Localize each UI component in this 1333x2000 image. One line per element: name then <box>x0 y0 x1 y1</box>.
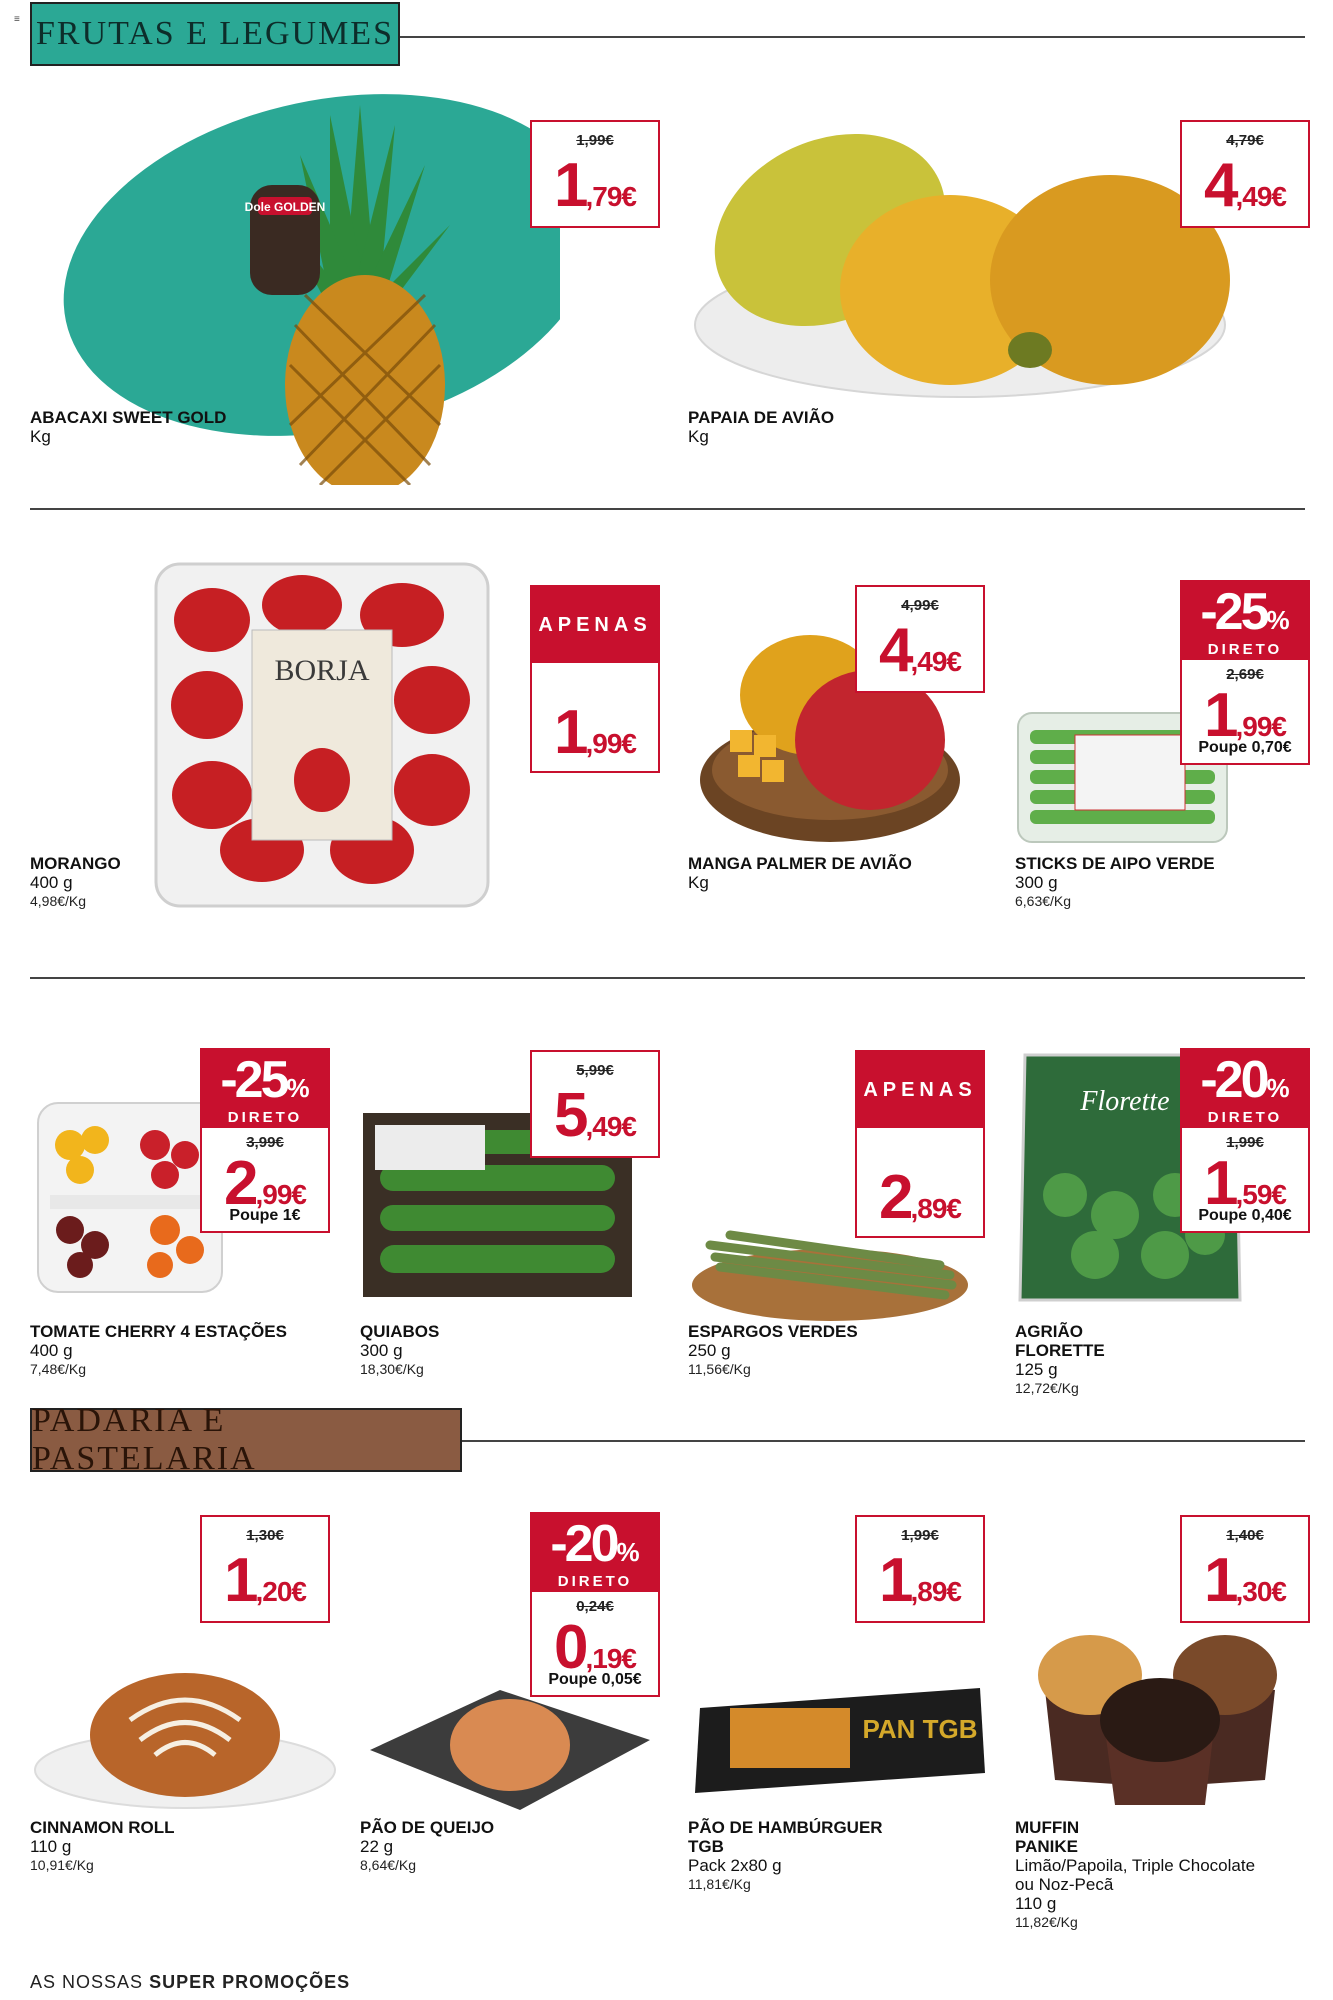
product-morango <box>30 854 121 910</box>
price-box-abacaxi <box>530 120 660 228</box>
price-box-manga <box>855 585 985 693</box>
discount-percent: -20% <box>1200 1051 1290 1109</box>
new-price: 1,20€ <box>224 1546 306 1615</box>
section-title-bakery: PADARIA E PASTELARIA <box>30 1408 462 1472</box>
papaya-image <box>690 120 1230 400</box>
product-name: PÃO DE QUEIJO <box>360 1818 495 1837</box>
discount-percent: -25% <box>220 1051 310 1109</box>
product-name: QUIABOS <box>360 1322 440 1341</box>
old-price: 4,79€ <box>1226 132 1264 149</box>
product-unit: Kg <box>688 427 709 446</box>
product-cinnamon <box>30 1818 174 1874</box>
new-price: 1,99€ <box>554 698 636 767</box>
product-unit: 400 g <box>30 873 73 892</box>
price-per-kg: 10,91€/Kg <box>30 1857 94 1873</box>
price-per-kg: 11,81€/Kg <box>688 1876 751 1892</box>
florette-logo-text: Florette <box>1080 1086 1170 1117</box>
direto-label: DIRETO <box>1207 1109 1283 1126</box>
product-name-line2: FLORETTE <box>1015 1341 1105 1360</box>
product-name-line1: PÃO DE HAMBÚRGUER <box>688 1818 883 1837</box>
price-per-kg: 12,72€/Kg <box>1015 1380 1079 1396</box>
product-description-line1: Limão/Papoila, Triple Chocolate <box>1015 1856 1256 1875</box>
savings-text: Poupe 1€ <box>229 1207 301 1224</box>
price-per-kg: 7,48€/Kg <box>30 1361 87 1377</box>
old-price: 1,99€ <box>576 132 614 149</box>
product-name: ESPARGOS VERDES <box>688 1322 858 1341</box>
product-unit: 125 g <box>1015 1360 1058 1379</box>
old-price: 1,99€ <box>901 1527 939 1544</box>
dole-logo-text: Dole GOLDEN <box>244 200 326 214</box>
new-price: 1,89€ <box>879 1546 961 1615</box>
product-name: MANGA PALMER DE AVIÃO <box>688 854 912 873</box>
muffin-image <box>1030 1620 1285 1810</box>
direto-label: DIRETO <box>1207 641 1283 658</box>
cheese-bread-image <box>360 1680 655 1815</box>
product-unit: 400 g <box>30 1341 73 1360</box>
price-per-kg: 11,56€/Kg <box>688 1361 751 1377</box>
old-price: 4,99€ <box>901 597 939 614</box>
burger-bun-image <box>690 1678 990 1798</box>
product-name-line1: MUFFIN <box>1015 1818 1080 1837</box>
discount-percent: -25% <box>1200 583 1290 641</box>
new-price: 1,30€ <box>1204 1546 1286 1615</box>
product-agriao <box>1015 1322 1105 1397</box>
product-name: STICKS DE AIPO VERDE <box>1015 854 1215 873</box>
product-aipo <box>1015 854 1215 910</box>
footer-bold: SUPER PROMOÇÕES <box>149 1972 351 1992</box>
product-unit: Kg <box>688 873 709 892</box>
product-name: ABACAXI SWEET GOLD <box>30 408 227 427</box>
product-name: MORANGO <box>30 854 121 873</box>
savings-text: Poupe 0,05€ <box>548 1671 642 1688</box>
product-name: TOMATE CHERRY 4 ESTAÇÕES <box>30 1322 287 1341</box>
product-espargos <box>688 1322 858 1378</box>
old-price: 0,24€ <box>576 1598 614 1615</box>
product-pao-hamburguer <box>688 1818 883 1893</box>
divider <box>30 508 1305 510</box>
new-price: 5,49€ <box>554 1081 636 1150</box>
discount-percent: -20% <box>550 1515 640 1573</box>
product-name-line2: TGB <box>688 1837 724 1856</box>
price-box-papaia <box>1180 120 1310 228</box>
new-price: 1,99€ <box>1204 681 1286 750</box>
tgb-logo-text: PAN TGB <box>862 1714 978 1744</box>
price-per-kg: 4,98€/Kg <box>30 893 87 909</box>
price-box-cinnamon <box>200 1515 330 1623</box>
product-unit: 110 g <box>1015 1894 1057 1913</box>
price-box-quiabos <box>530 1050 660 1158</box>
product-name-line1: AGRIÃO <box>1015 1322 1083 1341</box>
old-price: 1,30€ <box>246 1527 284 1544</box>
new-price: 4,49€ <box>1204 151 1286 220</box>
price-box-muffin <box>1180 1515 1310 1623</box>
old-price: 5,99€ <box>576 1062 614 1079</box>
old-price: 2,69€ <box>1226 666 1264 683</box>
price-per-kg: 18,30€/Kg <box>360 1361 424 1377</box>
old-price: 3,99€ <box>246 1134 284 1151</box>
apenas-label: APENAS <box>857 1052 983 1128</box>
product-name-line2: PANIKE <box>1015 1837 1078 1856</box>
price-per-kg: 8,64€/Kg <box>360 1857 417 1873</box>
old-price: 1,40€ <box>1226 1527 1264 1544</box>
divider <box>400 36 1305 38</box>
price-box-aipo <box>1180 580 1310 765</box>
apenas-label: APENAS <box>532 587 658 663</box>
product-description-line2: ou Noz-Pecã <box>1015 1875 1114 1894</box>
divider <box>462 1440 1305 1442</box>
product-unit: 300 g <box>360 1341 403 1360</box>
new-price: 4,49€ <box>879 616 961 685</box>
product-unit: 250 g <box>688 1341 731 1360</box>
old-price: 1,99€ <box>1226 1134 1264 1151</box>
product-muffin <box>1015 1818 1255 1931</box>
cinnamon-roll-image <box>30 1660 340 1810</box>
savings-text: Poupe 0,70€ <box>1198 739 1292 756</box>
footer-promo-text <box>30 1972 350 1993</box>
direto-label: DIRETO <box>557 1573 633 1590</box>
menu-icon: ≡ <box>14 14 20 25</box>
product-unit: 300 g <box>1015 873 1058 892</box>
strawberry-image <box>152 560 492 910</box>
savings-text: Poupe 0,40€ <box>1198 1207 1292 1224</box>
price-per-kg: 6,63€/Kg <box>1015 893 1072 909</box>
product-unit: Pack 2x80 g <box>688 1856 782 1875</box>
footer-prefix: AS NOSSAS <box>30 1972 144 1992</box>
cherry-tomato-image <box>35 1100 225 1295</box>
direto-label: DIRETO <box>227 1109 303 1126</box>
price-box-tomate <box>200 1048 330 1233</box>
new-price: 2,89€ <box>879 1163 961 1232</box>
product-name: CINNAMON ROLL <box>30 1818 175 1837</box>
price-box-espargos <box>855 1050 985 1238</box>
product-papaia <box>688 408 834 446</box>
new-price: 0,19€ <box>554 1613 636 1682</box>
product-tomate <box>30 1322 287 1378</box>
price-box-pao-queijo <box>530 1512 660 1697</box>
borja-label-text: BORJA <box>274 654 370 687</box>
price-per-kg: 11,82€/Kg <box>1015 1914 1078 1930</box>
new-price: 1,79€ <box>554 151 636 220</box>
new-price: 2,99€ <box>224 1149 306 1218</box>
section-title-fruits: FRUTAS E LEGUMES <box>30 2 400 66</box>
product-abacaxi <box>30 408 226 446</box>
price-box-agriao <box>1180 1048 1310 1233</box>
product-unit: 110 g <box>30 1837 72 1856</box>
product-unit: Kg <box>30 427 51 446</box>
product-manga <box>688 854 912 892</box>
new-price: 1,59€ <box>1204 1149 1286 1218</box>
product-pao-queijo <box>360 1818 494 1874</box>
product-name: PAPAIA DE AVIÃO <box>688 408 835 427</box>
price-box-morango <box>530 585 660 773</box>
product-unit: 22 g <box>360 1837 394 1856</box>
divider <box>30 977 1305 979</box>
price-box-pao-hamburguer <box>855 1515 985 1623</box>
product-quiabos <box>360 1322 439 1378</box>
